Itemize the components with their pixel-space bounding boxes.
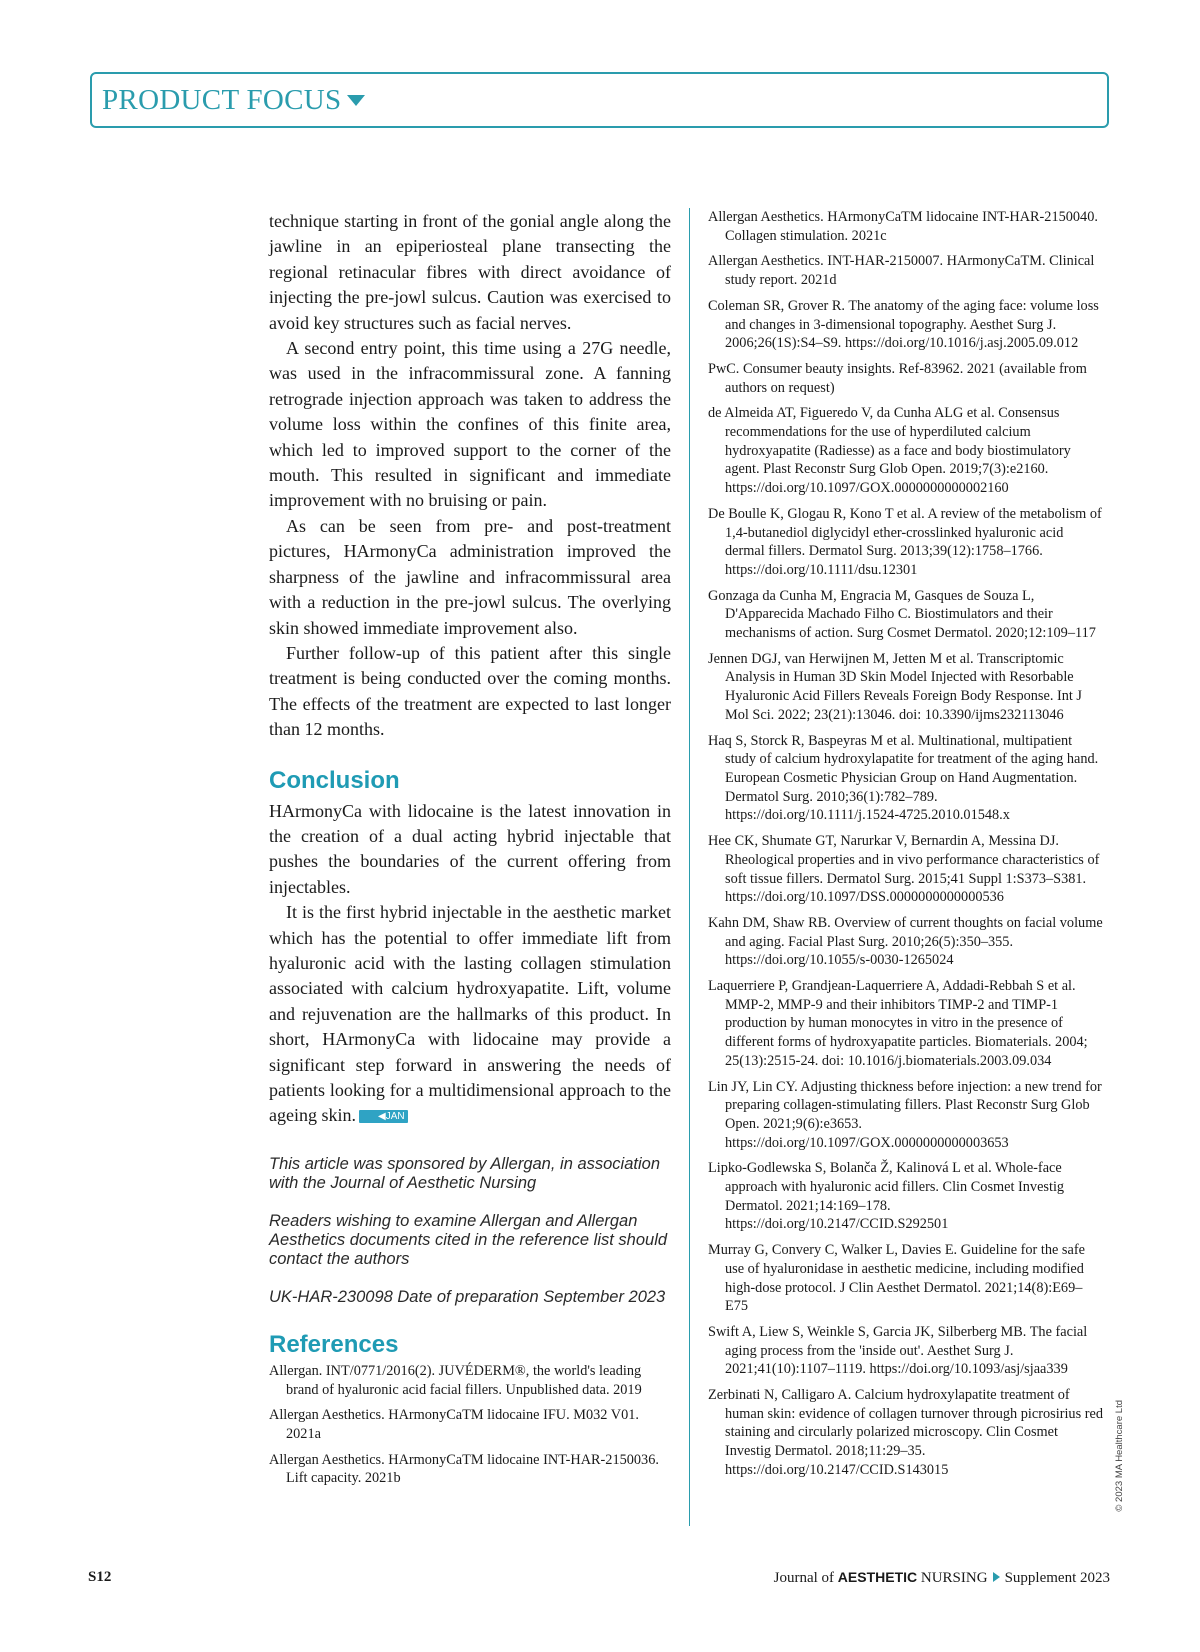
references-list-left — [269, 1362, 671, 1488]
sponsorship-note: This article was sponsored by Allergan, in association with the Journal of Aesthetic Nursing — [269, 1154, 660, 1192]
reference-item: Kahn DM, Shaw RB. Overview of current thoughts on facial volume and aging. Facial Plast Surg. 2010;26(5):350–355. https://doi.org/10.1055/s-0030-1265024 — [708, 914, 1103, 969]
reference-item: Allergan. INT/0771/2016(2). JUVÉDERM®, the world's leading brand of hyaluronic acid facial fillers. Unpublished data. 2019 — [269, 1362, 642, 1398]
section-header-bar — [90, 72, 1109, 128]
reference-item: De Boulle K, Glogau R, Kono T et al. A review of the metabolism of 1,4-butanediol diglycidyl ether-crosslinked hyaluronic acid dermal fillers. Dermatol Surg. 2013;39(12):1758–1766. https://doi.org/10.1111/dsu.12301 — [708, 505, 1102, 578]
reference-item: Jennen DGJ, van Herwijnen M, Jetten M et al. Transcriptomic Analysis in Human 3D Skin Model Injected with Resorbable Hyaluronic Acid Fillers Reveals Foreign Body Response. Int J Mol Sci. 2022; 23(21):13046. doi: 10.3390/ijms232113046 — [708, 650, 1082, 723]
reference-item: de Almeida AT, Figueredo V, da Cunha ALG et al. Consensus recommendations for the use of hyperdiluted calcium hydroxyapatite (Radiesse) as a face and body biostimulatory agent. Plast Reconstr Surg Glob Open. 2019;7(3):e2160. https://doi.org/10.1097/GOX.0000000000002160 — [708, 405, 1071, 497]
conclusion-paragraph: HArmonyCa with lidocaine is the latest innovation in the creation of a dual acting hybrid injectable that pushes the boundaries of the current offering from injectables. — [269, 800, 671, 897]
conclusion-paragraph — [269, 900, 671, 1129]
reference-item: Haq S, Storck R, Baspeyras M et al. Multinational, multipatient study of calcium hydroxylapatite for treatment of the aging hand. European Cosmetic Physician Group on Hand Augmentation. Dermatol Surg. 2010;36(1):782–789. https://doi.org/10.1111/j.1524-4725.2010.01548.x — [708, 732, 1099, 824]
footer-journal-prefix: Journal of — [773, 1570, 835, 1586]
footer-supplement: Supplement 2023 — [1004, 1570, 1110, 1586]
jan-end-badge — [359, 1110, 408, 1123]
body-paragraph: technique starting in front of the gonial angle along the jawline in an epiperiosteal plane transecting the regional retinacular fibres with direct avoidance of injecting the pre-jowl sulcus. Caution was exercised to avoid key structures such as facial nerves. — [269, 211, 671, 333]
reference-item: Allergan Aesthetics. HArmonyCaTM lidocaine INT-HAR-2150040. Collagen stimulation. 2021c — [708, 209, 1098, 244]
left-column — [269, 209, 671, 1495]
reference-item: Lin JY, Lin CY. Adjusting thickness before injection: a new trend for preparing collagen-stimulating fillers. Plast Reconstr Surg Glob Open. 2021;9(6):e3653. https://doi.org/10.1097/GOX.0000000000003653 — [708, 1078, 1102, 1151]
reference-item: Lipko-Godlewska S, Bolanča Ž, Kalinová L et al. Whole-face approach with hyaluronic acid fillers. Clin Cosmet Investig Dermatol. 2021;14:169–178. https://doi.org/10.2147/CCID.S292501 — [708, 1160, 1065, 1233]
footer-journal-bold: AESTHETIC — [837, 1569, 918, 1585]
reference-item: Swift A, Liew S, Weinkle S, Garcia JK, Silberberg MB. The facial aging process from the 'inside out'. Aesthet Surg J. 2021;41(10):1107–1119. https://doi.org/10.1093/asj/sjaa339 — [708, 1323, 1088, 1378]
article-notes — [269, 1155, 671, 1307]
reference-item: Laquerriere P, Grandjean-Laquerriere A, Addadi-Rebbah S et al. MMP-2, MMP-9 and their inhibitors TIMP-2 and TIMP-1 production by human monocytes in vitro in the presence of different forms of hydroxyapatite particles. Biomaterials. 2004; 25(13):2515-24. doi: 10.1016/j.biomaterials.2003.09.034 — [708, 978, 1088, 1069]
reference-item: Zerbinati N, Calligaro A. Calcium hydroxylapatite treatment of human skin: evidence of collagen turnover through picrosirius red staining and circularly polarized microscopy. Clin Cosmet Investig Dermatol. 2018;11:29–35. https://doi.org/10.2147/CCID.S143015 — [708, 1387, 1103, 1478]
reference-item: Coleman SR, Grover R. The anatomy of the aging face: volume loss and changes in 3-dimensional topography. Aesthet Surg J. 2006;26(1S):S4–S9. https://doi.org/10.1016/j.asj.2005.09.012 — [708, 297, 1099, 352]
reference-item: PwC. Consumer beauty insights. Ref-83962. 2021 (available from authors on request) — [708, 360, 1087, 396]
conclusion-text — [269, 799, 671, 1129]
references-list-right — [708, 208, 1104, 1487]
body-paragraph: A second entry point, this time using a 27G needle, was used in the infracommissural zone. A fanning retrograde injection approach was taken to address the volume loss within the confines of this finite area, which led to improved support to the corner of the mouth. This resulted in significant and immediate improvement with no bruising or pain. — [269, 338, 671, 511]
jan-end-badge-label: JAN — [385, 1111, 405, 1123]
conclusion-paragraph-text: It is the first hybrid injectable in the aesthetic market which has the potential to offer immediate lift from hyaluronic acid with the lasting collagen stimulation associated with calcium hydroxyapatite. Lift, volume and rejuvenation are the hallmarks of this product. In short, HArmonyCa with lidocaine may provide a significant step forward in answering the needs of patients looking for a multidimensional approach to the ageing skin. — [269, 902, 671, 1126]
preparation-note: UK-HAR-230098 Date of preparation September 2023 — [269, 1287, 666, 1306]
reference-item: Allergan Aesthetics. HArmonyCaTM lidocaine IFU. M032 V01. 2021a — [269, 1407, 639, 1442]
section-header-title: PRODUCT FOCUS — [102, 84, 365, 117]
reference-item: Murray G, Convery C, Walker L, Davies E. Guideline for the safe use of hyaluronidase in aesthetic medicine, including modified high-dose protocol. J Clin Aesthet Dermatol. 2021;14(8):E69–E75 — [708, 1242, 1085, 1315]
conclusion-heading: Conclusion — [269, 766, 400, 794]
reference-item: Hee CK, Shumate GT, Narurkar V, Bernardin A, Messina DJ. Rheological properties and in vivo performance characteristics of soft tissue fillers. Dermatol Surg. 2015;41 Suppl 1:S373–S381. https://doi.org/10.1097/DSS.0000000000000536 — [708, 833, 1100, 906]
column-divider — [689, 208, 690, 1526]
documents-note: Readers wishing to examine Allergan and Allergan Aesthetics documents cited in the reference list should contact the authors — [269, 1211, 668, 1268]
triangle-down-icon — [347, 95, 365, 106]
page-number: S12 — [88, 1569, 112, 1585]
footer-journal — [774, 1569, 1110, 1587]
triangle-right-icon — [993, 1572, 1000, 1582]
reference-item: Gonzaga da Cunha M, Engracia M, Gasques de Souza L, D'Apparecida Machado Filho C. Biostimulators and their mechanisms of action. Surg Cosmet Dermatol. 2020;12:109–117 — [708, 587, 1096, 642]
body-paragraph: As can be seen from pre- and post-treatment pictures, HArmonyCa administration improved the sharpness of the jawline and infracommissural area with a reduction in the pre-jowl sulcus. The overlying skin showed immediate improvement also. — [269, 515, 671, 638]
body-text — [269, 209, 671, 743]
copyright-notice: © 2023 MA Healthcare Ltd — [1114, 1400, 1125, 1512]
reference-item: Allergan Aesthetics. INT-HAR-2150007. HArmonyCaTM. Clinical study report. 2021d — [708, 253, 1095, 289]
body-paragraph: Further follow-up of this patient after this single treatment is being conducted over the coming months. The effects of the treatment are expected to last longer than 12 months. — [269, 642, 671, 740]
references-heading: References — [269, 1330, 399, 1358]
triangle-left-icon: ◀ — [378, 1111, 386, 1123]
reference-item: Allergan Aesthetics. HArmonyCaTM lidocaine INT-HAR-2150036. Lift capacity. 2021b — [269, 1451, 659, 1487]
footer-journal-suffix: NURSING — [920, 1570, 988, 1586]
